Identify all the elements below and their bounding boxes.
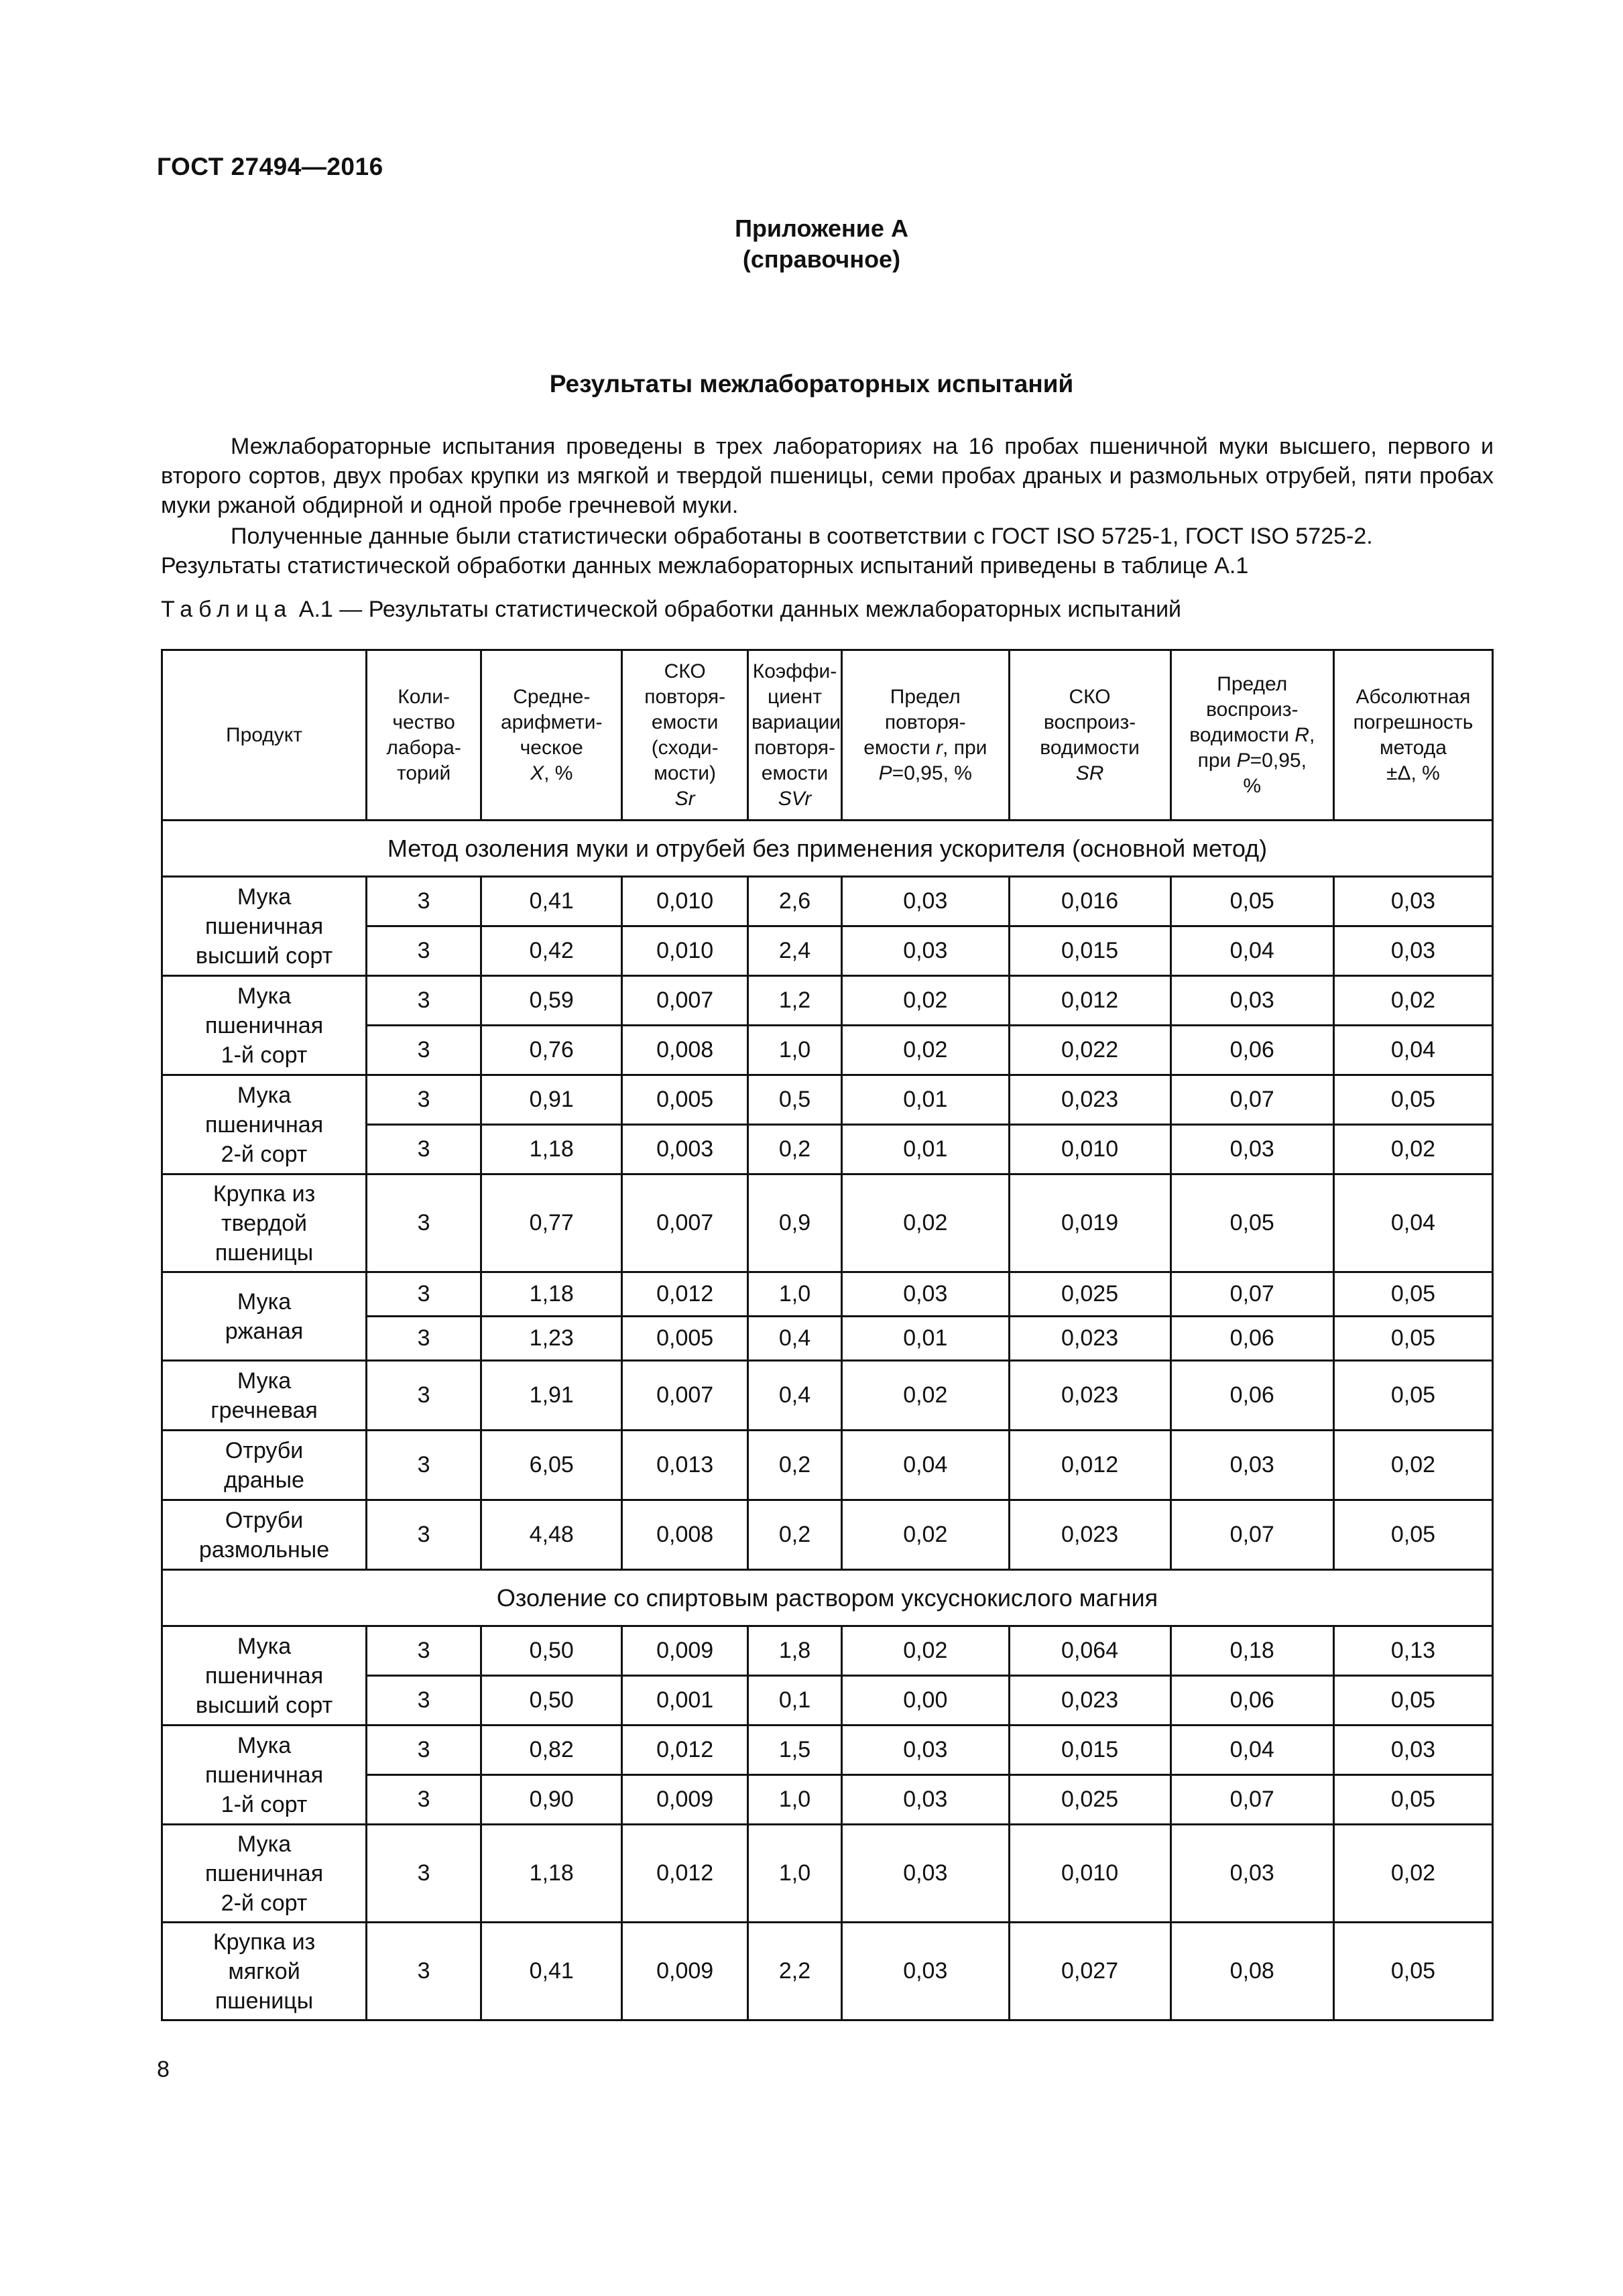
sr-cell: 0,007 xyxy=(622,1361,748,1431)
abs-error-cell: 0,02 xyxy=(1333,1431,1492,1500)
sr-cell: 0,007 xyxy=(622,1174,748,1272)
table-row xyxy=(162,1361,1493,1431)
table-row xyxy=(162,1626,1493,1676)
sR-cell: 0,015 xyxy=(1009,926,1170,976)
mean-cell: 1,18 xyxy=(481,1825,622,1923)
cv-cell: 0,1 xyxy=(747,1676,841,1726)
abs-error-cell: 0,04 xyxy=(1333,1174,1492,1272)
repeat-limit-cell: 0,02 xyxy=(842,1026,1009,1075)
table-row xyxy=(162,1431,1493,1500)
table-caption xyxy=(161,597,1181,623)
sR-cell: 0,010 xyxy=(1009,1125,1170,1174)
mean-cell: 1,23 xyxy=(481,1317,622,1361)
sr-cell: 0,009 xyxy=(622,1775,748,1825)
header-r-text: Предел повторя- емости xyxy=(863,685,966,759)
labs-cell: 3 xyxy=(367,1626,481,1676)
reprod-limit-cell: 0,06 xyxy=(1170,1026,1333,1075)
table-row xyxy=(162,1923,1493,2020)
header-R-p-symbol: P xyxy=(1236,749,1250,772)
header-R-text: Предел воспроиз- водимости xyxy=(1189,672,1299,746)
reprod-limit-cell: 0,07 xyxy=(1170,1500,1333,1570)
sr-cell: 0,013 xyxy=(622,1431,748,1500)
abs-error-cell: 0,13 xyxy=(1333,1626,1492,1676)
paragraph-2-line-2: Результаты статистической обработки данных межлабораторных испытаний приведены в таблице А.1 xyxy=(161,553,1249,579)
labs-cell: 3 xyxy=(367,1174,481,1272)
sR-cell: 0,025 xyxy=(1009,1775,1170,1825)
labs-cell: 3 xyxy=(367,976,481,1026)
header-mean-symbol: X xyxy=(530,762,544,784)
sR-cell: 0,023 xyxy=(1009,1676,1170,1726)
header-cv-symbol: SVr xyxy=(778,787,812,810)
cv-cell: 0,2 xyxy=(747,1500,841,1570)
mean-cell: 0,90 xyxy=(481,1775,622,1825)
header-mean-unit: , % xyxy=(544,762,573,784)
mean-cell: 0,42 xyxy=(481,926,622,976)
sr-cell: 0,009 xyxy=(622,1923,748,2020)
mean-cell: 6,05 xyxy=(481,1431,622,1500)
sR-cell: 0,010 xyxy=(1009,1825,1170,1923)
repeat-limit-cell: 0,01 xyxy=(842,1317,1009,1361)
cv-cell: 0,2 xyxy=(747,1125,841,1174)
abs-error-cell: 0,05 xyxy=(1333,1272,1492,1317)
sR-cell: 0,064 xyxy=(1009,1626,1170,1676)
mean-cell: 0,50 xyxy=(481,1676,622,1726)
section-1-title: Метод озоления муки и отрубей без применения ускорителя (основной метод) xyxy=(162,821,1493,877)
sr-cell: 0,008 xyxy=(622,1500,748,1570)
sr-cell: 0,003 xyxy=(622,1125,748,1174)
reprod-limit-cell: 0,03 xyxy=(1170,1125,1333,1174)
appendix-title: Приложение А xyxy=(735,215,908,242)
abs-error-cell: 0,03 xyxy=(1333,926,1492,976)
repeat-limit-cell: 0,03 xyxy=(842,1825,1009,1923)
cv-cell: 2,4 xyxy=(747,926,841,976)
sR-cell: 0,023 xyxy=(1009,1500,1170,1570)
labs-cell: 3 xyxy=(367,1923,481,2020)
mean-cell: 1,91 xyxy=(481,1361,622,1431)
labs-cell: 3 xyxy=(367,1825,481,1923)
appendix-heading xyxy=(0,213,1623,275)
labs-cell: 3 xyxy=(367,877,481,926)
sr-cell: 0,001 xyxy=(622,1676,748,1726)
reprod-limit-cell: 0,08 xyxy=(1170,1923,1333,2020)
repeat-limit-cell: 0,02 xyxy=(842,1626,1009,1676)
cv-cell: 2,6 xyxy=(747,877,841,926)
sR-cell: 0,025 xyxy=(1009,1272,1170,1317)
cv-cell: 1,8 xyxy=(747,1626,841,1676)
header-mean xyxy=(481,650,622,821)
abs-error-cell: 0,02 xyxy=(1333,976,1492,1026)
appendix-type: (справочное) xyxy=(742,245,901,273)
table-row xyxy=(162,1825,1493,1923)
labs-cell: 3 xyxy=(367,1431,481,1500)
reprod-limit-cell: 0,06 xyxy=(1170,1361,1333,1431)
reprod-limit-cell: 0,18 xyxy=(1170,1626,1333,1676)
table-row xyxy=(162,877,1493,926)
reprod-limit-cell: 0,04 xyxy=(1170,926,1333,976)
product-cell: Мука пшеничная высший сорт xyxy=(162,877,367,976)
header-reprod-limit xyxy=(1170,650,1333,821)
table-row xyxy=(162,1075,1493,1125)
product-cell: Мука пшеничная 2-й сорт xyxy=(162,1075,367,1174)
header-cv-text: Коэффи- циент вариации повторя- емости xyxy=(751,660,841,784)
labs-cell: 3 xyxy=(367,1500,481,1570)
repeat-limit-cell: 0,02 xyxy=(842,1361,1009,1431)
sR-cell: 0,012 xyxy=(1009,1431,1170,1500)
sR-cell: 0,012 xyxy=(1009,976,1170,1026)
cv-cell: 1,5 xyxy=(747,1726,841,1775)
sr-cell: 0,010 xyxy=(622,877,748,926)
repeat-limit-cell: 0,02 xyxy=(842,1500,1009,1570)
table-row xyxy=(162,1174,1493,1272)
header-labs: Коли- чество лабора- торий xyxy=(367,650,481,821)
header-sR-symbol: SR xyxy=(1075,762,1104,784)
mean-cell: 1,18 xyxy=(481,1272,622,1317)
mean-cell: 0,50 xyxy=(481,1626,622,1676)
reprod-limit-cell: 0,03 xyxy=(1170,1825,1333,1923)
labs-cell: 3 xyxy=(367,1125,481,1174)
repeat-limit-cell: 0,03 xyxy=(842,1923,1009,2020)
sR-cell: 0,022 xyxy=(1009,1026,1170,1075)
cv-cell: 1,0 xyxy=(747,1026,841,1075)
table-row xyxy=(162,1726,1493,1775)
product-cell: Мука пшеничная 1-й сорт xyxy=(162,976,367,1075)
sr-cell: 0,009 xyxy=(622,1626,748,1676)
labs-cell: 3 xyxy=(367,1361,481,1431)
header-sR-text: СКО воспроиз- водимости xyxy=(1040,685,1140,759)
cv-cell: 1,0 xyxy=(747,1272,841,1317)
reprod-limit-cell: 0,03 xyxy=(1170,976,1333,1026)
section-row xyxy=(162,1570,1493,1626)
table-row xyxy=(162,976,1493,1026)
labs-cell: 3 xyxy=(367,926,481,976)
abs-error-cell: 0,05 xyxy=(1333,1500,1492,1570)
section-title: Результаты межлабораторных испытаний xyxy=(549,370,1074,398)
header-R-text-2: , при xyxy=(1197,723,1315,772)
sr-cell: 0,012 xyxy=(622,1272,748,1317)
labs-cell: 3 xyxy=(367,1775,481,1825)
results-table xyxy=(161,649,1494,2021)
reprod-limit-cell: 0,05 xyxy=(1170,877,1333,926)
product-cell: Крупка из мягкой пшеницы xyxy=(162,1923,367,2020)
abs-error-cell: 0,05 xyxy=(1333,1676,1492,1726)
cv-cell: 0,5 xyxy=(747,1075,841,1125)
caption-text: — Результаты статистической обработки данных межлабораторных испытаний xyxy=(333,597,1182,622)
repeat-limit-cell: 0,03 xyxy=(842,926,1009,976)
mean-cell: 1,18 xyxy=(481,1125,622,1174)
header-r-symbol: r xyxy=(936,736,943,759)
header-r-text-2: , при xyxy=(943,736,987,759)
sR-cell: 0,023 xyxy=(1009,1361,1170,1431)
header-R-p-value: =0,95, % xyxy=(1243,749,1307,797)
labs-cell: 3 xyxy=(367,1676,481,1726)
table-row xyxy=(162,1500,1493,1570)
sr-cell: 0,008 xyxy=(622,1026,748,1075)
paragraph-2-line-1: Полученные данные были статистически обработаны в соответствии с ГОСТ ISO 5725-1, ГОСТ ISO 5725-2. xyxy=(231,524,1373,549)
header-sr-text: СКО повторя- емости (сходи- мости) xyxy=(644,660,726,784)
sr-cell: 0,010 xyxy=(622,926,748,976)
cv-cell: 0,9 xyxy=(747,1174,841,1272)
sr-cell: 0,007 xyxy=(622,976,748,1026)
sr-cell: 0,005 xyxy=(622,1317,748,1361)
product-cell: Мука пшеничная 1-й сорт xyxy=(162,1726,367,1825)
product-cell: Мука гречневая xyxy=(162,1361,367,1431)
repeat-limit-cell: 0,03 xyxy=(842,1726,1009,1775)
sR-cell: 0,019 xyxy=(1009,1174,1170,1272)
header-mean-text: Средне- арифмети- ческое xyxy=(500,685,603,759)
abs-error-cell: 0,02 xyxy=(1333,1125,1492,1174)
cv-cell: 0,4 xyxy=(747,1361,841,1431)
sr-cell: 0,012 xyxy=(622,1825,748,1923)
reprod-limit-cell: 0,03 xyxy=(1170,1431,1333,1500)
header-abs-error: Абсолютная погрешность метода ±Δ, % xyxy=(1333,650,1492,821)
header-repeat-limit xyxy=(842,650,1009,821)
mean-cell: 0,59 xyxy=(481,976,622,1026)
table-header-row xyxy=(162,650,1493,821)
header-sR xyxy=(1009,650,1170,821)
header-sr-symbol: Sr xyxy=(674,787,695,810)
abs-error-cell: 0,05 xyxy=(1333,1361,1492,1431)
sR-cell: 0,023 xyxy=(1009,1317,1170,1361)
cv-cell: 0,2 xyxy=(747,1431,841,1500)
abs-error-cell: 0,05 xyxy=(1333,1923,1492,2020)
repeat-limit-cell: 0,01 xyxy=(842,1125,1009,1174)
labs-cell: 3 xyxy=(367,1026,481,1075)
mean-cell: 0,41 xyxy=(481,1923,622,2020)
paragraph-1: Межлабораторные испытания проведены в трех лабораториях на 16 пробах пшеничной муки высшего, первого и второго сортов, двух пробах крупки из мягкой и твердой пшеницы, семи пробах драных и размольных отрубей, пяти пробах муки ржаной обдирной и одной пробе гречневой муки. xyxy=(161,434,1494,518)
header-R-symbol: R xyxy=(1295,723,1309,746)
abs-error-cell: 0,03 xyxy=(1333,1726,1492,1775)
document-code: ГОСТ 27494—2016 xyxy=(157,153,383,180)
cv-cell: 1,0 xyxy=(747,1775,841,1825)
abs-error-cell: 0,03 xyxy=(1333,877,1492,926)
labs-cell: 3 xyxy=(367,1075,481,1125)
reprod-limit-cell: 0,06 xyxy=(1170,1676,1333,1726)
reprod-limit-cell: 0,05 xyxy=(1170,1174,1333,1272)
mean-cell: 0,82 xyxy=(481,1726,622,1775)
page-number: 8 xyxy=(157,2057,170,2082)
section-row xyxy=(162,821,1493,877)
header-sr xyxy=(622,650,748,821)
cv-cell: 0,4 xyxy=(747,1317,841,1361)
abs-error-cell: 0,02 xyxy=(1333,1825,1492,1923)
mean-cell: 0,76 xyxy=(481,1026,622,1075)
reprod-limit-cell: 0,04 xyxy=(1170,1726,1333,1775)
header-cv xyxy=(747,650,841,821)
header-r-p-symbol: P xyxy=(878,762,892,784)
product-cell: Крупка из твердой пшеницы xyxy=(162,1174,367,1272)
labs-cell: 3 xyxy=(367,1317,481,1361)
repeat-limit-cell: 0,01 xyxy=(842,1075,1009,1125)
repeat-limit-cell: 0,04 xyxy=(842,1431,1009,1500)
section-2-title: Озоление со спиртовым раствором уксуснокислого магния xyxy=(162,1570,1493,1626)
mean-cell: 0,41 xyxy=(481,877,622,926)
cv-cell: 1,0 xyxy=(747,1825,841,1923)
sR-cell: 0,023 xyxy=(1009,1075,1170,1125)
product-cell: Мука пшеничная 2-й сорт xyxy=(162,1825,367,1923)
product-cell: Мука пшеничная высший сорт xyxy=(162,1626,367,1726)
repeat-limit-cell: 0,02 xyxy=(842,1174,1009,1272)
mean-cell: 4,48 xyxy=(481,1500,622,1570)
abs-error-cell: 0,05 xyxy=(1333,1317,1492,1361)
cv-cell: 2,2 xyxy=(747,1923,841,2020)
product-cell: Отруби драные xyxy=(162,1431,367,1500)
sR-cell: 0,015 xyxy=(1009,1726,1170,1775)
reprod-limit-cell: 0,07 xyxy=(1170,1775,1333,1825)
labs-cell: 3 xyxy=(367,1272,481,1317)
sR-cell: 0,027 xyxy=(1009,1923,1170,2020)
caption-label: Таблица xyxy=(161,597,293,622)
sR-cell: 0,016 xyxy=(1009,877,1170,926)
abs-error-cell: 0,05 xyxy=(1333,1075,1492,1125)
product-cell: Мука ржаная xyxy=(162,1272,367,1361)
reprod-limit-cell: 0,07 xyxy=(1170,1075,1333,1125)
mean-cell: 0,77 xyxy=(481,1174,622,1272)
sr-cell: 0,005 xyxy=(622,1075,748,1125)
repeat-limit-cell: 0,00 xyxy=(842,1676,1009,1726)
repeat-limit-cell: 0,02 xyxy=(842,976,1009,1026)
sr-cell: 0,012 xyxy=(622,1726,748,1775)
abs-error-cell: 0,05 xyxy=(1333,1775,1492,1825)
reprod-limit-cell: 0,06 xyxy=(1170,1317,1333,1361)
caption-number: А.1 xyxy=(298,597,333,622)
table-row xyxy=(162,1272,1493,1317)
repeat-limit-cell: 0,03 xyxy=(842,1272,1009,1317)
reprod-limit-cell: 0,07 xyxy=(1170,1272,1333,1317)
header-product: Продукт xyxy=(162,650,367,821)
cv-cell: 1,2 xyxy=(747,976,841,1026)
repeat-limit-cell: 0,03 xyxy=(842,1775,1009,1825)
labs-cell: 3 xyxy=(367,1726,481,1775)
repeat-limit-cell: 0,03 xyxy=(842,877,1009,926)
header-r-p-value: =0,95, % xyxy=(892,762,972,784)
abs-error-cell: 0,04 xyxy=(1333,1026,1492,1075)
product-cell: Отруби размольные xyxy=(162,1500,367,1570)
mean-cell: 0,91 xyxy=(481,1075,622,1125)
paragraph-2 xyxy=(161,522,1494,581)
